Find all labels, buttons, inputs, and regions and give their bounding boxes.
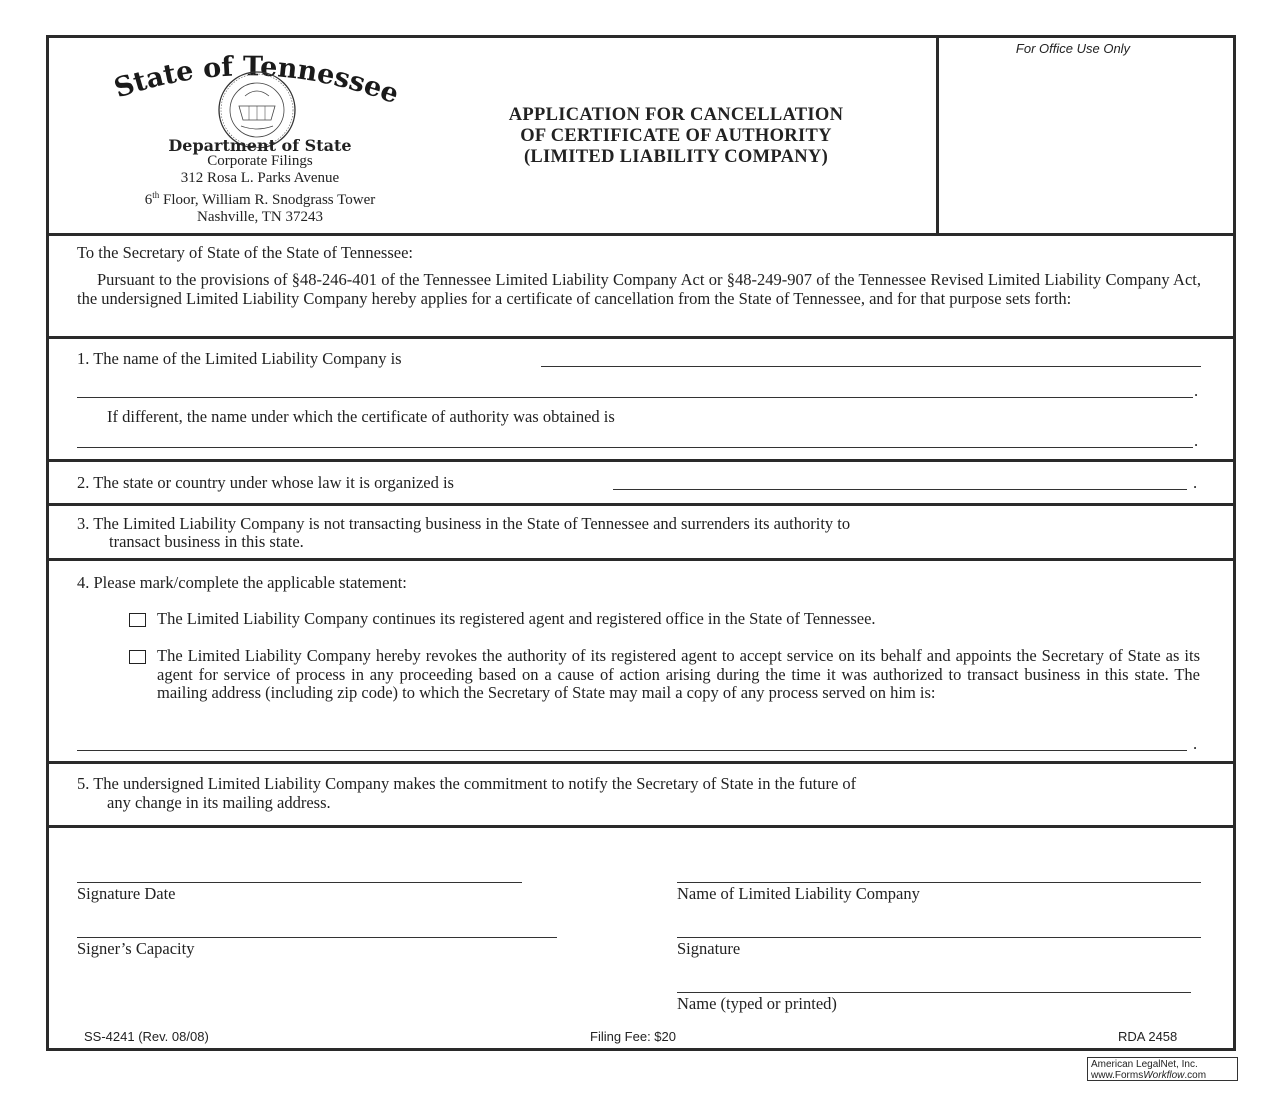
intro-divider bbox=[46, 336, 1236, 339]
signature-date-label: Signature Date bbox=[77, 884, 176, 903]
period: . bbox=[1194, 381, 1199, 400]
header-divider bbox=[46, 233, 1236, 236]
option1-checkbox[interactable] bbox=[129, 613, 146, 627]
state-logo bbox=[100, 48, 420, 118]
option1-text: The Limited Liability Company continues its registered agent and registered office in the State of Tennessee. bbox=[157, 609, 876, 628]
item1-label: 1. The name of the Limited Liability Company is bbox=[77, 349, 402, 368]
office-use-label: For Office Use Only bbox=[1015, 41, 1131, 56]
form-number: SS-4241 (Rev. 08/08) bbox=[84, 1029, 209, 1044]
period: . bbox=[1193, 734, 1198, 753]
department-name: Department of State bbox=[168, 136, 352, 155]
division-name: Corporate Filings bbox=[207, 153, 313, 169]
intro-paragraph: Pursuant to the provisions of §48-246-401 of the Tennessee Limited Liability Company Act or §48-249-907 of the Tennessee Revised Limited Liability Company Act, the undersigned Limited Liability Company hereby applies for a certificate of cancellation from the State of Tennessee, and for that purpose sets forth: bbox=[77, 270, 1201, 308]
period: . bbox=[1193, 473, 1198, 492]
signature-date-field[interactable] bbox=[77, 882, 522, 883]
llc-name-field[interactable] bbox=[541, 366, 1201, 367]
item1-sub-label: If different, the name under which the certificate of authority was obtained is bbox=[107, 407, 615, 426]
form-title-line1: APPLICATION FOR CANCELLATION bbox=[508, 105, 844, 125]
address-city: Nashville, TN 37243 bbox=[197, 209, 323, 225]
publisher-name: American LegalNet, Inc. bbox=[1091, 1059, 1198, 1070]
signature-label: Signature bbox=[677, 939, 741, 958]
form-title-line3: (LIMITED LIABILITY COMPANY) bbox=[523, 147, 829, 167]
signers-capacity-field[interactable] bbox=[77, 937, 557, 938]
floor-number: 6 bbox=[144, 192, 153, 208]
company-name-field[interactable] bbox=[677, 882, 1201, 883]
state-name-wordmark: State of Tennessee bbox=[110, 51, 403, 111]
office-use-divider bbox=[936, 35, 939, 235]
item2-divider bbox=[46, 503, 1236, 506]
item1-divider bbox=[46, 459, 1236, 462]
option2-text: The Limited Liability Company hereby revokes the authority of its registered agent to accept service on its behalf and appoints the Secretary of State as its agent for service of process in any proceeding based on a cause of action arising during the time it was authorized to transact business in this state. The mailing address (including zip code) to which the Secretary of State may mail a copy of any process served on him is: bbox=[157, 646, 1200, 702]
publisher-url bbox=[1091, 1070, 1234, 1081]
url-part-b: Workflow bbox=[1143, 1070, 1185, 1081]
address-block bbox=[90, 153, 430, 226]
publisher-stamp bbox=[1087, 1057, 1238, 1081]
signature-field[interactable] bbox=[677, 937, 1201, 938]
address-street: 312 Rosa L. Parks Avenue bbox=[180, 170, 340, 186]
item3-line2: transact business in this state. bbox=[109, 532, 304, 551]
form-title-line2: OF CERTIFICATE OF AUTHORITY bbox=[520, 126, 832, 146]
url-part-c: .com bbox=[1184, 1070, 1207, 1081]
item2-label: 2. The state or country under whose law it is organized is bbox=[77, 473, 454, 492]
item5-line2: any change in its mailing address. bbox=[107, 793, 331, 812]
option2-checkbox[interactable] bbox=[129, 650, 146, 664]
item5-divider bbox=[46, 825, 1236, 828]
period: . bbox=[1194, 431, 1199, 450]
salutation: To the Secretary of State of the State of Tennessee: bbox=[77, 243, 413, 262]
url-part-a: www.Forms bbox=[1091, 1070, 1144, 1081]
form-title bbox=[440, 105, 912, 168]
typed-name-label: Name (typed or printed) bbox=[677, 994, 837, 1013]
floor-building: Floor, William R. Snodgrass Tower bbox=[159, 192, 376, 208]
floor-ordinal: th bbox=[152, 190, 160, 200]
typed-name-field[interactable] bbox=[677, 992, 1191, 993]
rda-number: RDA 2458 bbox=[1118, 1029, 1178, 1044]
item4-label: 4. Please mark/complete the applicable statement: bbox=[77, 573, 407, 592]
item5-line1: 5. The undersigned Limited Liability Company makes the commitment to notify the Secretary of State in the future of bbox=[77, 774, 857, 793]
company-name-label: Name of Limited Liability Company bbox=[677, 884, 920, 903]
mailing-address-field[interactable] bbox=[77, 750, 1187, 751]
llc-name-field-cont[interactable] bbox=[77, 397, 1193, 398]
jurisdiction-field[interactable] bbox=[613, 489, 1187, 490]
item4-divider bbox=[46, 761, 1236, 764]
item3-divider bbox=[46, 558, 1236, 561]
former-name-field[interactable] bbox=[77, 447, 1193, 448]
address-floor bbox=[90, 187, 430, 209]
signers-capacity-label: Signer’s Capacity bbox=[77, 939, 195, 958]
item3-line1: 3. The Limited Liability Company is not transacting business in the State of Tennessee and surrenders its authority to bbox=[77, 514, 851, 533]
filing-fee: Filing Fee: $20 bbox=[590, 1029, 676, 1044]
